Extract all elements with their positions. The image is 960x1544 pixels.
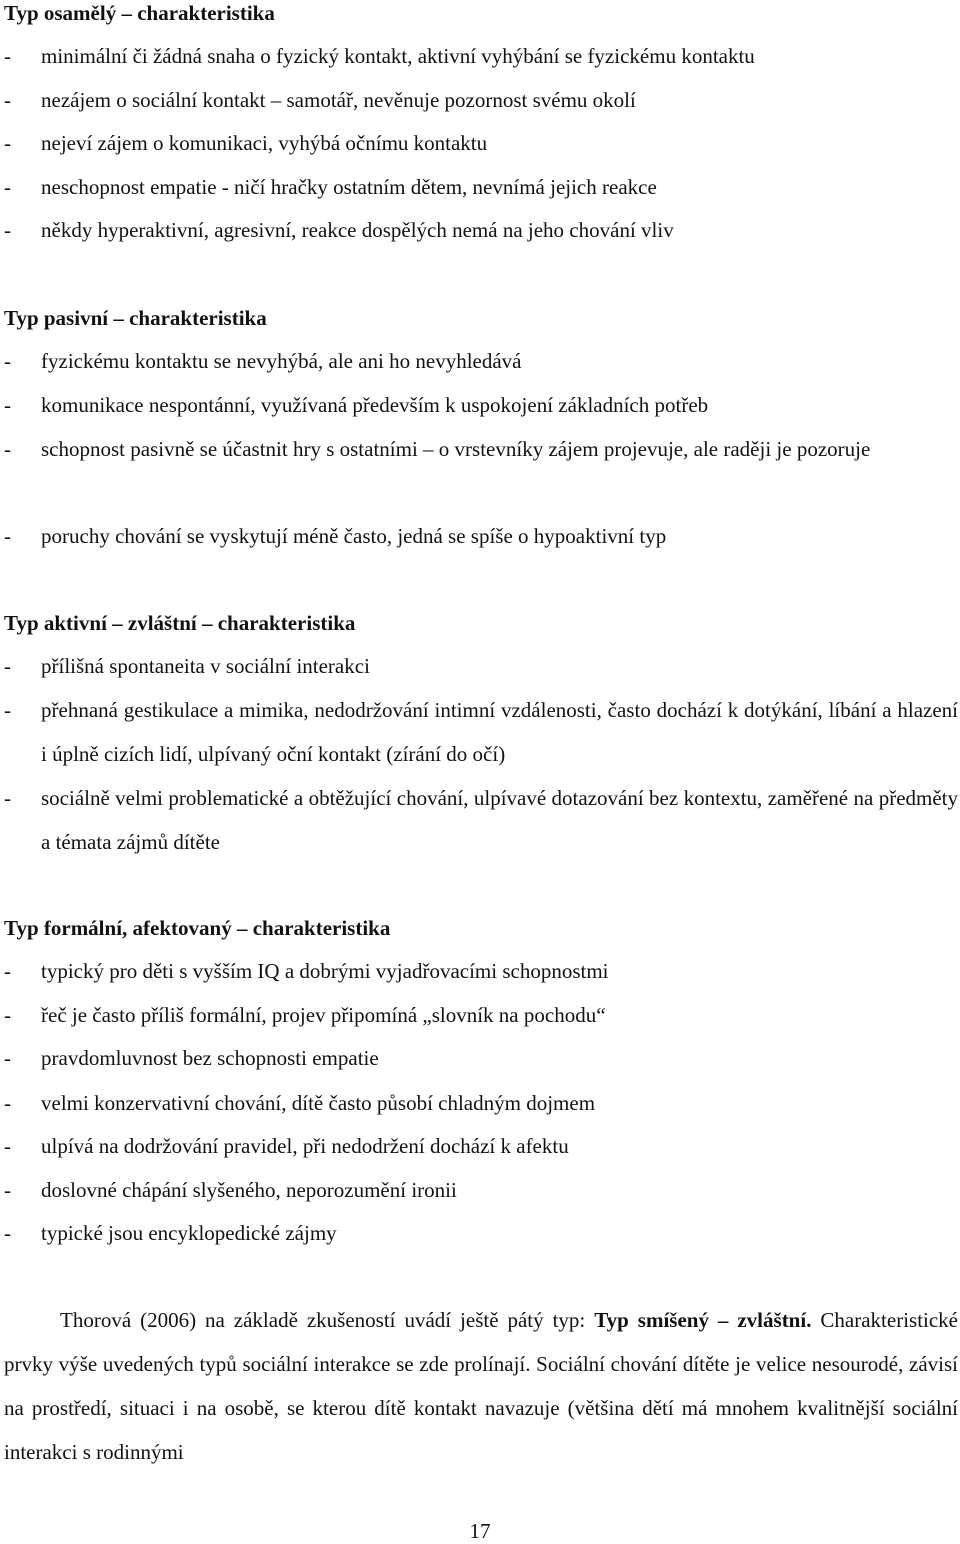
bullet-marker: - bbox=[4, 959, 11, 983]
bullet-marker: - bbox=[4, 1046, 11, 1070]
bullet-marker: - bbox=[4, 131, 11, 155]
bullet-marker: - bbox=[4, 44, 11, 68]
paragraph-lead: Thorová (2006) na základě zkušeností uvádí ještě pátý typ: bbox=[60, 1308, 595, 1332]
list-item-text: doslovné chápání slyšeného, neporozumění ironii bbox=[41, 1178, 457, 1202]
bullet-marker: - bbox=[4, 524, 11, 548]
list-item bbox=[4, 523, 958, 549]
list-item bbox=[4, 1045, 958, 1071]
list-item-text: přílišná spontaneita v sociální interakci bbox=[41, 654, 370, 678]
list-item bbox=[4, 1090, 958, 1116]
list-item bbox=[4, 653, 958, 679]
bullet-marker: - bbox=[4, 349, 11, 373]
section-heading: Typ formální, afektovaný – charakteristika bbox=[4, 916, 391, 940]
list-item-text: ulpívá na dodržování pravidel, při nedodržení dochází k afektu bbox=[41, 1134, 569, 1158]
section-heading: Typ osamělý – charakteristika bbox=[4, 1, 275, 25]
list-item bbox=[4, 130, 958, 156]
bullet-marker: - bbox=[4, 175, 11, 199]
list-item-text: velmi konzervativní chování, dítě často působí chladným dojmem bbox=[41, 1091, 596, 1115]
bullet-marker: - bbox=[4, 1091, 11, 1115]
list-item-text: pravdomluvnost bez schopnosti empatie bbox=[41, 1046, 379, 1070]
list-item-text: řeč je často příliš formální, projev připomíná „slovník na pochodu“ bbox=[41, 1003, 606, 1027]
closing-paragraph bbox=[4, 1298, 958, 1474]
list-item bbox=[4, 87, 958, 113]
bullet-marker: - bbox=[4, 1134, 11, 1158]
paragraph-emphasis: Typ smíšený – zvláštní. bbox=[594, 1308, 812, 1332]
list-item-text: komunikace nespontánní, využívaná především k uspokojení základních potřeb bbox=[41, 393, 709, 417]
bullet-marker: - bbox=[4, 1221, 11, 1245]
list-item bbox=[4, 1220, 958, 1246]
list-item bbox=[4, 392, 958, 418]
list-item bbox=[4, 43, 958, 69]
list-item-text: přehnaná gestikulace a mimika, nedodržování intimní vzdálenosti, často dochází k dotýkání, líbání a hlazení i úplně cizích lidí, ulpívaný oční kontakt (zírání do očí) bbox=[41, 698, 958, 766]
list-item bbox=[4, 174, 958, 200]
bullet-marker: - bbox=[4, 88, 11, 112]
list-item-text: nezájem o sociální kontakt – samotář, nevěnuje pozornost svému okolí bbox=[41, 88, 636, 112]
list-item-text: sociálně velmi problematické a obtěžující chování, ulpívavé dotazování bez kontextu, zaměřené na předměty a témata zájmů dítěte bbox=[41, 786, 958, 854]
bullet-marker: - bbox=[4, 698, 11, 722]
section-heading: Typ pasivní – charakteristika bbox=[4, 306, 267, 330]
list-item bbox=[4, 217, 958, 243]
bullet-marker: - bbox=[4, 218, 11, 242]
list-item-text: fyzickému kontaktu se nevyhýbá, ale ani ho nevyhledává bbox=[41, 349, 522, 373]
list-item bbox=[4, 348, 958, 374]
page-number: 17 bbox=[469, 1519, 491, 1543]
list-item bbox=[4, 697, 958, 776]
list-item bbox=[4, 785, 958, 864]
list-item bbox=[4, 958, 958, 984]
bullet-marker: - bbox=[4, 786, 11, 810]
bullet-marker: - bbox=[4, 1178, 11, 1202]
list-item-text: typické jsou encyklopedické zájmy bbox=[41, 1221, 337, 1245]
bullet-marker: - bbox=[4, 654, 11, 678]
bullet-marker: - bbox=[4, 437, 11, 461]
list-item bbox=[4, 1177, 958, 1203]
list-item-text: někdy hyperaktivní, agresivní, reakce dospělých nemá na jeho chování vliv bbox=[41, 218, 674, 242]
list-item-text: neschopnost empatie - ničí hračky ostatním dětem, nevnímá jejich reakce bbox=[41, 175, 657, 199]
bullet-marker: - bbox=[4, 1003, 11, 1027]
list-item-text: nejeví zájem o komunikaci, vyhýbá očnímu kontaktu bbox=[41, 131, 488, 155]
list-item-text: poruchy chování se vyskytují méně často, jedná se spíše o hypoaktivní typ bbox=[41, 524, 667, 548]
list-item-text: schopnost pasivně se účastnit hry s ostatními – o vrstevníky zájem projevuje, ale raději je pozoruje bbox=[41, 437, 871, 461]
list-item-text: typický pro děti s vyšším IQ a dobrými vyjadřovacími schopnostmi bbox=[41, 959, 609, 983]
list-item bbox=[4, 1133, 958, 1159]
section-heading: Typ aktivní – zvláštní – charakteristika bbox=[4, 611, 356, 635]
bullet-marker: - bbox=[4, 393, 11, 417]
list-item-text: minimální či žádná snaha o fyzický kontakt, aktivní vyhýbání se fyzickému kontaktu bbox=[41, 44, 755, 68]
list-item bbox=[4, 436, 958, 471]
list-item bbox=[4, 1002, 958, 1028]
paragraph-rest: Charakteristické prvky výše uvedených typů sociální interakce se zde prolínají. Sociální chování dítěte je velice nesourodé, závisí na prostředí, situaci i na osobě, se kterou dítě kontakt navazuje (většina dětí má mnohem kvalitnější sociální interakci s rodinnými bbox=[4, 1308, 959, 1464]
